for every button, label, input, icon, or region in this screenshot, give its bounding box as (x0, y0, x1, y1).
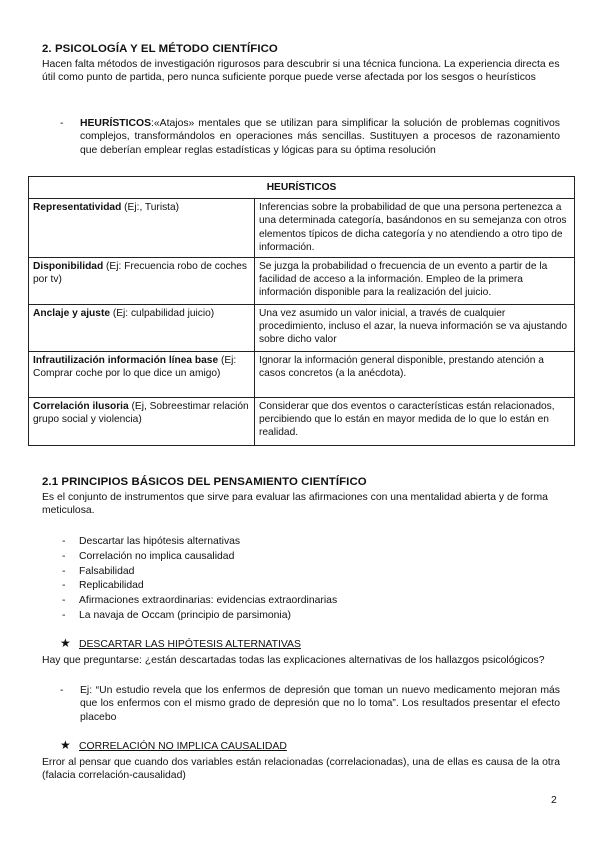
heuristicos-definition (60, 117, 560, 157)
table-row (29, 199, 575, 258)
table-header: HEURÍSTICOS (29, 177, 575, 199)
heuristic-description: Una vez asumido un valor inicial, a través de cualquier procedimiento, incluso el azar, la nueva información se va ajustando sobre dicho valor (255, 305, 575, 352)
heuristic-description: Considerar que dos eventos o características están relacionados, percibiendo que lo están en mayor medida de lo que lo están en realidad. (255, 398, 575, 446)
heuristic-example: (Ej: culpabilidad juicio) (110, 308, 215, 320)
heuristic-description: Ignorar la información general disponible, prestando atención a casos concretos (a la anécdota). (255, 352, 575, 398)
descartar-heading-text: DESCARTAR LAS HIPÓTESIS ALTERNATIVAS (79, 639, 301, 650)
heuristic-example: (Ej:, Turista) (121, 202, 180, 214)
section-2-title: 2. PSICOLOGÍA Y EL MÉTODO CIENTÍFICO (42, 43, 278, 55)
bullet-dash: - (60, 685, 64, 696)
heuristic-example: (Ej, Sobreestimar relación grupo social y violencia) (33, 401, 249, 426)
descartar-example-text: Ej: “Un estudio revela que los enfermos de depresión que toman un nuevo medicamento mejoran más que los enfermos con el mismo grado de depresión que no lo toma”. Los resultados presentar el efecto placebo (80, 685, 560, 723)
heuristic-name-cell (29, 258, 255, 305)
star-icon: ★ (60, 636, 71, 650)
descartar-text: Hay que preguntarse: ¿están descartadas todas las explicaciones alternativas de los hallazgos psicológicos? (42, 655, 545, 666)
heuristic-name: Anclaje y ajuste (33, 308, 111, 320)
correlacion-text: Error al pensar que cuando dos variables están relacionadas (correlacionadas), una de ellas es causa de la otra (falacia correlación-causalidad) (42, 757, 560, 782)
table-row (29, 352, 575, 398)
heuristicos-table (28, 176, 575, 446)
table-row (29, 398, 575, 446)
heuristicos-term: HEURÍSTICOS (80, 118, 152, 129)
heuristic-name: Disponibilidad (33, 261, 104, 273)
heuristic-description: Inferencias sobre la probabilidad de que una persona pertenezca a una determinada categoría, basándonos en su semejanza con otros elementos típicos de dicha categoría y no atendiendo a otro tipo de información. (255, 199, 575, 258)
heuristic-example: (Ej: Comprar coche por lo que dice un amigo) (33, 355, 237, 380)
table-row (29, 305, 575, 352)
heuristic-name-cell (29, 305, 255, 352)
heuristic-name-cell (29, 199, 255, 258)
star-icon: ★ (60, 738, 71, 752)
heuristic-name-cell (29, 398, 255, 446)
bullet-dash: - (60, 118, 64, 129)
heuristic-name: Correlación ilusoria (33, 401, 129, 413)
document-page: 2. PSICOLOGÍA Y EL MÉTODO CIENTÍFICO Hacen falta métodos de investigación rigurosos para descubrir si una técnica funciona. La experiencia directa es útil como punto de partida, pero nunca suficiente porque puede verse afectada por los sesgos o heurísticos - HEURÍSTICOS:«Atajos» mentales que se utilizan para simplificar la solución de problemas cognitivos complejos, transformándolos en operaciones más sencillas. Sustituyen a procesos de razonamiento que deberían emplear reglas estadísticas y lógicas para su óptima resolución HEURÍSTICOS Representatividad (Ej:, Turista) Inferencias sobre la probabilidad de que una persona pertenezca a una determinada categoría, basándonos en su semejanza con otros elementos típicos de dicha categoría y no atendiendo a otro tipo de información. Disponibilidad (Ej: Frecuencia robo de coches por tv) Se juzga la probabilidad o frecuencia de un evento a partir de la facilidad de acceso a la información. Empleo de la primera información disponible para la realización del juicio. Anclaje y ajuste (Ej: culpabilidad juicio) Una vez asumido un valor inicial, a través de cualquier procedimiento, incluso el azar, la nueva información se va ajustando sobre dicho valor Infrautilización información línea base (Ej: Comprar coche por lo que dice un amigo) Ignorar la información general disponible, prestando atención a casos concretos (a la anécdota). Correlación ilusoria (Ej, Sobreestimar relación grupo social y violencia) Considerar que dos eventos o características están relacionados, percibiendo que lo están en mayor medida de lo que lo están en realidad. 2.1 PRINCIPIOS BÁSICOS DEL PENSAMIENTO CIENTÍFICO Es el conjunto de instrumentos que sirve para evaluar las afirmaciones con una mentalidad abierta y de forma meticulosa. - Descartar las hipótesis alternativas - Correlación no implica causalidad - Falsabilidad - Replicabilidad - Afirmaciones extraordinarias: evidencias extraordinarias - La navaja de Occam (principio de parsimonia) ★ DESCARTAR LAS HIPÓTESIS ALTERNATIVAS Hay que preguntarse: ¿están descartadas todas las explicaciones alternativas de los hallazgos psicológicos? - Ej: “Un estudio revela que los enfermos de depresión que toman un nuevo medicamento mejoran más que los enfermos con el mismo grado de depresión que no lo toma”. Los resultados presentar el efecto placebo ★ CORRELACIÓN NO IMPLICA CAUSALIDAD Error al pensar que cuando dos variables están relacionadas (correlacionadas), una de ellas es causa de la otra (falacia correlación-causalidad) 2 (0, 0, 600, 848)
table-header-row (29, 177, 575, 199)
heuristicos-text: :«Atajos» mentales que se utilizan para simplificar la solución de problemas cognitivos complejos, transformándolos en operaciones más sencillas. Sustituyen a procesos de razonamiento que deberían emplear reglas estadísticas y lógicas para su óptima resolución (80, 118, 560, 156)
heuristic-example: (Ej: Frecuencia robo de coches por tv) (33, 261, 248, 286)
page-number: 2 (551, 795, 557, 806)
correlacion-heading-text: CORRELACIÓN NO IMPLICA CAUSALIDAD (79, 741, 287, 752)
heuristic-name: Representatividad (33, 202, 122, 214)
section-2-intro: Hacen falta métodos de investigación rigurosos para descubrir si una técnica funciona. La experiencia directa es útil como punto de partida, pero nunca suficiente porque puede verse afectada por los sesgos o heurísticos (42, 59, 560, 84)
section-2-1-intro: Es el conjunto de instrumentos que sirve para evaluar las afirmaciones con una mentalidad abierta y de forma meticulosa. (42, 492, 548, 517)
table-row (29, 258, 575, 305)
heuristic-name: Infrautilización información línea base (33, 355, 219, 367)
section-2-1-title: 2.1 PRINCIPIOS BÁSICOS DEL PENSAMIENTO CIENTÍFICO (42, 476, 367, 488)
heuristic-description: Se juzga la probabilidad o frecuencia de un evento a partir de la facilidad de acceso a la información. Empleo de la primera información disponible para la realización del juicio. (255, 258, 575, 305)
descartar-example (60, 684, 560, 724)
heuristic-name-cell (29, 352, 255, 398)
